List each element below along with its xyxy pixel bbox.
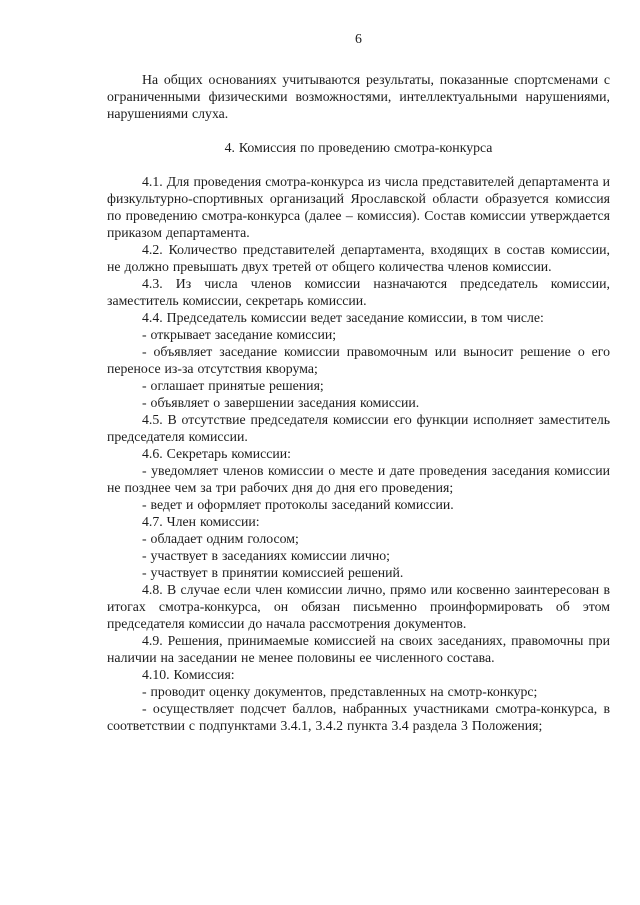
paragraph: 4.1. Для проведения смотра-конкурса из числа представителей департамента и физкультурно-спортивных организаций Ярославской области образуется комиссия по проведению смотра-конкурса (далее – комиссия). Состав комиссии утверждается приказом департамента. — [107, 174, 610, 240]
paragraph: 4.6. Секретарь комиссии: — [142, 446, 291, 461]
page-number: 6 — [355, 31, 362, 46]
list-item: - ведет и оформляет протоколы заседаний комиссии. — [142, 497, 454, 512]
list-item: - объявляет о завершении заседания комиссии. — [142, 395, 420, 410]
paragraph: 4.9. Решения, принимаемые комиссией на своих заседаниях, правомочны при наличии на заседании не менее половины ее численного состава. — [107, 633, 610, 665]
paragraph: 4.7. Член комиссии: — [142, 514, 260, 529]
paragraph: 4.5. В отсутствие председателя комиссии его функции исполняет заместитель председателя комиссии. — [107, 412, 610, 444]
list-item: - оглашает принятые решения; — [142, 378, 324, 393]
list-item: - объявляет заседание комиссии правомочным или выносит решение о его переносе из-за отсутствия кворума; — [107, 344, 610, 376]
paragraph: 4.10. Комиссия: — [142, 667, 235, 682]
list-item: - открывает заседание комиссии; — [142, 327, 337, 342]
list-item: - обладает одним голосом; — [142, 531, 299, 546]
paragraph: 4.8. В случае если член комиссии лично, прямо или косвенно заинтересован в итогах смотра-конкурса, он обязан письменно проинформировать об этом председателя комиссии до начала рассмотрения документов. — [107, 582, 610, 631]
list-item: - осуществляет подсчет баллов, набранных участниками смотра-конкурса, в соответствии с подпунктами 3.4.1, 3.4.2 пункта 3.4 раздела 3 Положения; — [107, 701, 610, 733]
paragraph: 4.3. Из числа членов комиссии назначаются председатель комиссии, заместитель комиссии, секретарь комиссии. — [107, 276, 610, 308]
paragraph: На общих основаниях учитываются результаты, показанные спортсменами с ограниченными физическими возможностями, интеллектуальными нарушениями, нарушениями слуха. — [107, 72, 610, 121]
list-item: - уведомляет членов комиссии о месте и дате проведения заседания комиссии не позднее чем за три рабочих дня до дня его проведения; — [107, 463, 610, 495]
section-heading: 4. Комиссия по проведению смотра-конкурса — [224, 140, 493, 155]
document-body — [107, 71, 610, 734]
list-item: - участвует в заседаниях комиссии лично; — [142, 548, 390, 563]
paragraph: 4.4. Председатель комиссии ведет заседание комиссии, в том числе: — [142, 310, 544, 325]
list-item: - проводит оценку документов, представленных на смотр-конкурс; — [142, 684, 538, 699]
paragraph: 4.2. Количество представителей департамента, входящих в состав комиссии, не должно превышать двух третей от общего количества членов комиссии. — [107, 242, 610, 274]
list-item: - участвует в принятии комиссией решений. — [142, 565, 404, 580]
